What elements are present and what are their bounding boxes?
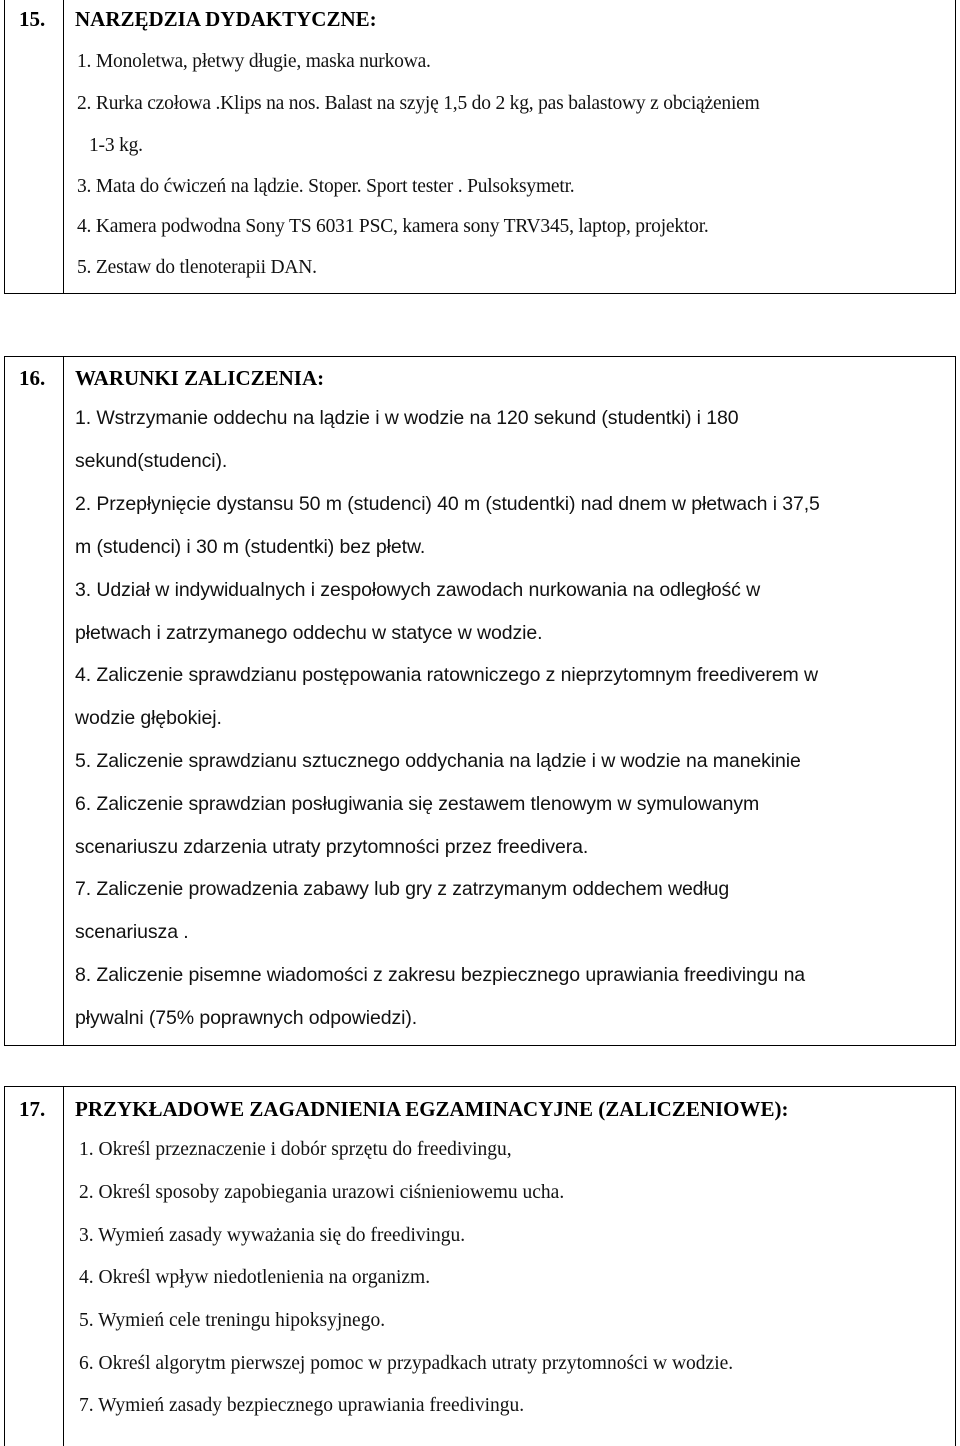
list-item: 5. Zaliczenie sprawdzianu sztucznego oddychania na lądzie i w wodzie na manekinie bbox=[75, 750, 801, 772]
list-item: sekund(studenci). bbox=[75, 450, 228, 472]
section-title: WARUNKI ZALICZENIA: bbox=[75, 366, 325, 390]
section-17 bbox=[4, 1086, 956, 1446]
section-15 bbox=[4, 0, 956, 294]
list-item: 8. Zaliczenie pisemne wiadomości z zakresu bezpiecznego uprawiania freedivingu na bbox=[75, 964, 806, 986]
section-title: PRZYKŁADOWE ZAGADNIENIA EGZAMINACYJNE (ZALICZENIOWE): bbox=[75, 1097, 789, 1121]
list-item: wodzie głębokiej. bbox=[75, 707, 222, 729]
section-number: 17. bbox=[19, 1097, 46, 1121]
list-item: 7. Wymień zasady bezpiecznego uprawiania freedivingu. bbox=[79, 1395, 525, 1416]
list-item: 3. Wymień zasady wyważania się do freedivingu. bbox=[79, 1225, 466, 1246]
list-item: 3. Mata do ćwiczeń na lądzie. Stoper. Sport tester . Pulsoksymetr. bbox=[77, 176, 575, 197]
list-item: scenariusza . bbox=[75, 921, 189, 943]
list-item: 3. Udział w indywidualnych i zespołowych zawodach nurkowania na odległość w bbox=[75, 579, 761, 601]
list-item: 5. Zestaw do tlenoterapii DAN. bbox=[77, 257, 317, 278]
list-item: m (studenci) i 30 m (studentki) bez płetw. bbox=[75, 536, 426, 558]
column-divider bbox=[63, 1087, 64, 1446]
list-item: pływalni (75% poprawnych odpowiedzi). bbox=[75, 1007, 418, 1029]
list-item: 7. Zaliczenie prowadzenia zabawy lub gry z zatrzymanym oddechem według bbox=[75, 878, 730, 900]
list-item: 4. Zaliczenie sprawdzianu postępowania ratowniczego z nieprzytomnym freediverem w bbox=[75, 664, 819, 686]
section-16 bbox=[4, 356, 956, 1046]
section-number: 16. bbox=[19, 366, 46, 390]
list-item: 2. Określ sposoby zapobiegania urazowi ciśnieniowemu ucha. bbox=[79, 1182, 565, 1203]
list-item: 1. Określ przeznaczenie i dobór sprzętu do freedivingu, bbox=[79, 1139, 512, 1160]
list-item: 2. Rurka czołowa .Klips na nos. Balast na szyję 1,5 do 2 kg, pas balastowy z obciążeniem bbox=[77, 93, 760, 114]
section-title: NARZĘDZIA DYDAKTYCZNE: bbox=[75, 7, 377, 31]
list-item: 6. Określ algorytm pierwszej pomoc w przypadkach utraty przytomności w wodzie. bbox=[79, 1353, 734, 1374]
column-divider bbox=[63, 0, 64, 293]
list-item: 5. Wymień cele treningu hipoksyjnego. bbox=[79, 1310, 386, 1331]
section-number: 15. bbox=[19, 7, 46, 31]
list-item: płetwach i zatrzymanego oddechu w statyce w wodzie. bbox=[75, 622, 543, 644]
list-item: 1. Monoletwa, płetwy długie, maska nurkowa. bbox=[77, 51, 431, 72]
list-item: 6. Zaliczenie sprawdzian posługiwania się zestawem tlenowym w symulowanym bbox=[75, 793, 760, 815]
list-item: 2. Przepłynięcie dystansu 50 m (studenci) 40 m (studentki) nad dnem w płetwach i 37,5 bbox=[75, 493, 820, 515]
column-divider bbox=[63, 357, 64, 1045]
list-item: 1. Wstrzymanie oddechu na lądzie i w wodzie na 120 sekund (studentki) i 180 bbox=[75, 407, 739, 429]
list-item: 1-3 kg. bbox=[89, 135, 143, 156]
list-item: 4. Określ wpływ niedotlenienia na organizm. bbox=[79, 1267, 431, 1288]
list-item: 4. Kamera podwodna Sony TS 6031 PSC, kamera sony TRV345, laptop, projektor. bbox=[77, 216, 709, 237]
list-item: scenariuszu zdarzenia utraty przytomności przez freedivera. bbox=[75, 836, 589, 858]
